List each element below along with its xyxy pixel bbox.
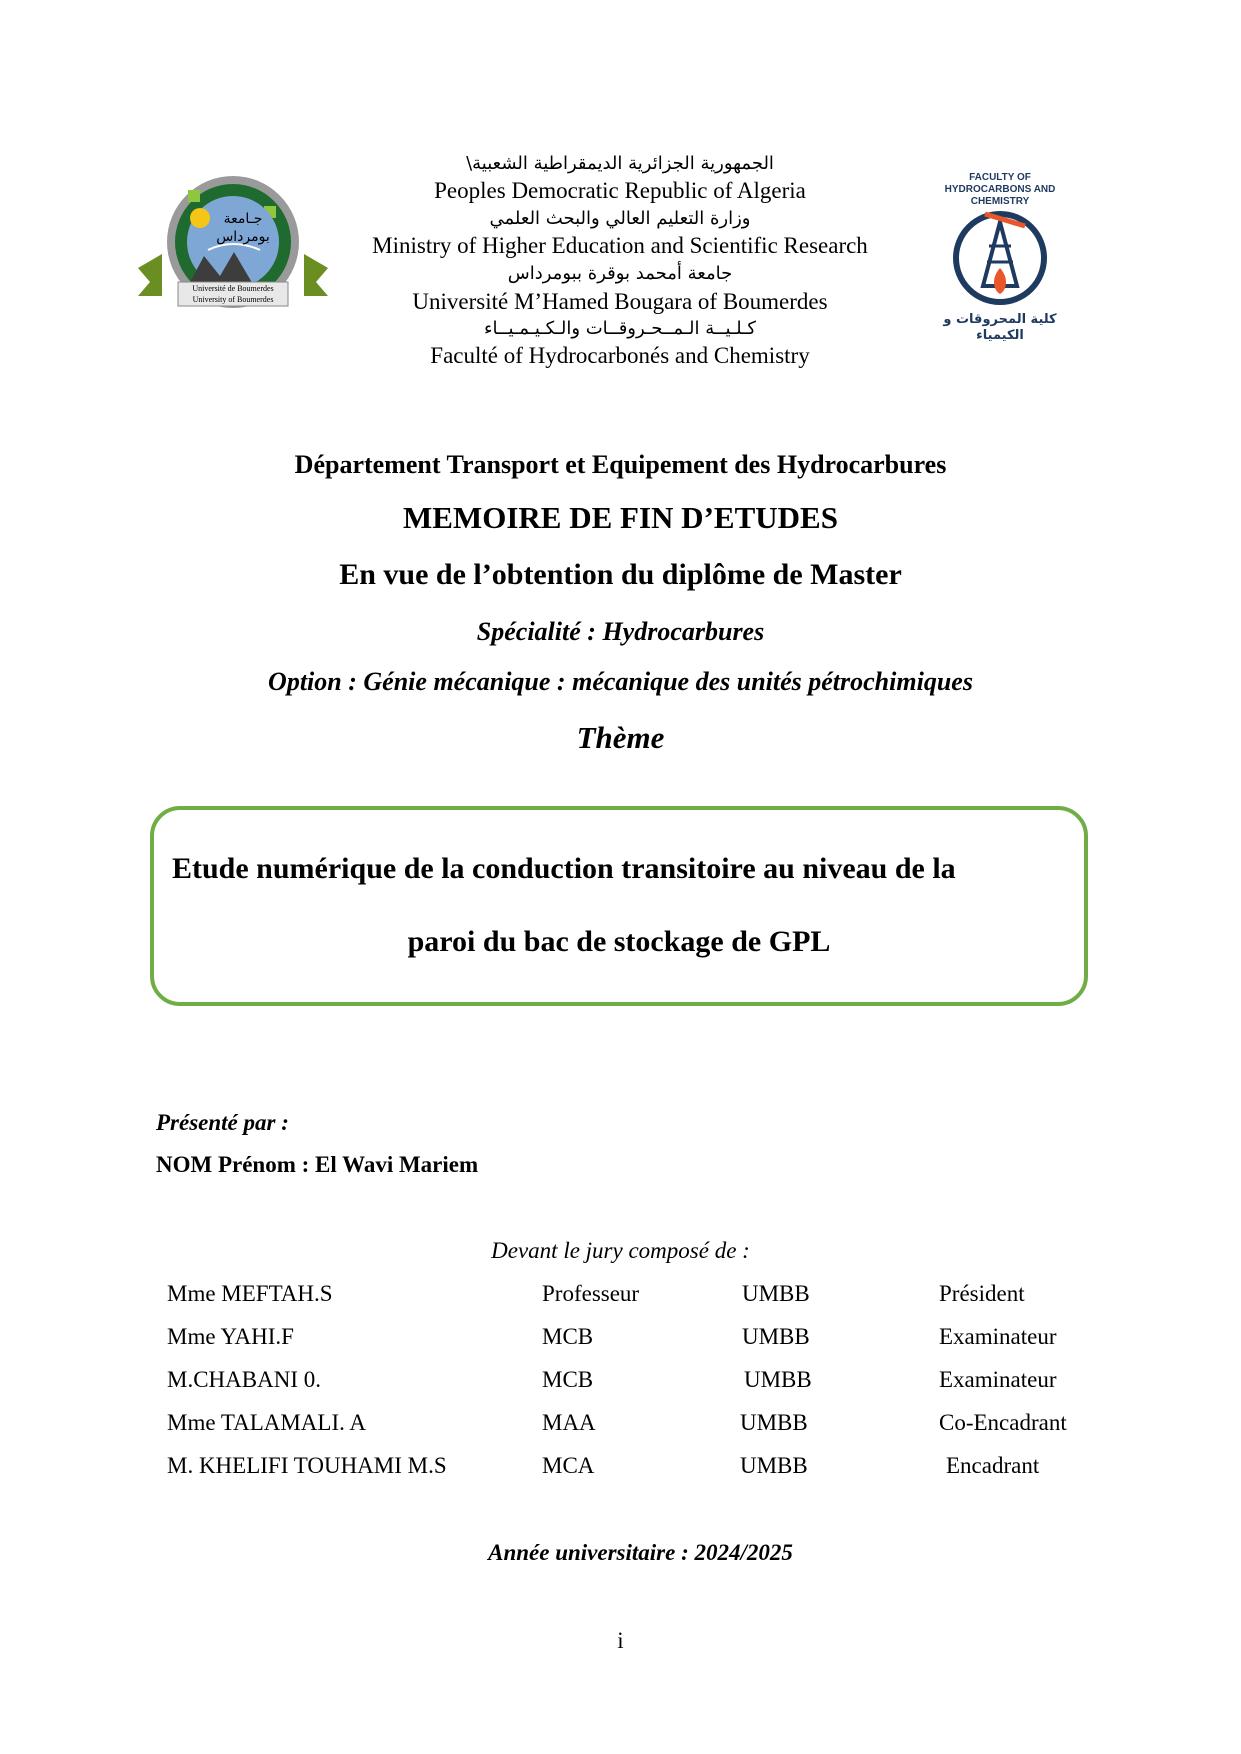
specialite-value: Hydrocarbures [602, 617, 765, 646]
header-republic: Peoples Democratic Republic of Algeria [434, 178, 806, 203]
jury-row [0, 1281, 1241, 1311]
jury-institution: UMBB [744, 1367, 812, 1392]
specialite-label: Spécialité [476, 617, 581, 646]
jury-name: Mme MEFTAH.S [167, 1281, 333, 1306]
jury-grade: MAA [542, 1410, 596, 1435]
faculty-logo-arabic-text: كلية المحروقات و الكيمياء [943, 312, 1057, 343]
jury-role: Président [939, 1281, 1025, 1306]
jury-institution: UMBB [740, 1453, 808, 1478]
jury-grade: MCA [542, 1453, 595, 1478]
jury-name: M.CHABANI 0. [167, 1367, 321, 1392]
header-arabic-ministry: وزارة التعليم العالي والبحث العلمي [489, 208, 751, 229]
jury-role: Examinateur [939, 1324, 1057, 1349]
jury-intro: Devant le jury composé de : [491, 1238, 750, 1263]
jury-row [0, 1367, 1241, 1397]
jury-row [0, 1410, 1241, 1440]
jury-row [0, 1324, 1241, 1354]
header-arabic-faculty: كـلـيــة الـمــحـروقــات والـكـيـمـيــاء [484, 318, 756, 339]
option-line: Option : Génie mécanique : mécanique des unités pétrochimiques [268, 667, 973, 696]
faculty-logo-ring-text: FACULTY OF HYDROCARBONS AND CHEMISTRY [944, 172, 1056, 207]
faculty-logo [915, 170, 1085, 343]
logo-caption-fr: Université de Boumerdes [192, 284, 274, 293]
diploma-title: En vue de l’obtention du diplôme de Master [339, 558, 902, 591]
jury-name: M. KHELIFI TOUHAMI M.S [167, 1453, 447, 1478]
header-arabic-university: جامعة أمحمد بوقرة ببومرداس [507, 263, 733, 284]
header-ministry: Ministry of Higher Education and Scientific Research [372, 233, 868, 258]
student-name: NOM Prénom : El Wavi Mariem [156, 1152, 479, 1177]
jury-institution: UMBB [742, 1281, 810, 1306]
thesis-title-line2: paroi du bac de stockage de GPL [407, 925, 831, 958]
page-number: i [617, 1628, 624, 1653]
jury-role: Examinateur [939, 1367, 1057, 1392]
specialite-line: Spécialité : Hydrocarbures [476, 617, 765, 646]
memoire-title: MEMOIRE DE FIN D’ETUDES [403, 500, 838, 535]
option-label: Option [268, 667, 342, 696]
theme-label: Thème [576, 720, 665, 755]
logo-caption-en: University of Boumerdes [192, 295, 274, 304]
jury-institution: UMBB [742, 1324, 810, 1349]
jury-grade: MCB [542, 1324, 594, 1349]
presented-by-label: Présenté par : [156, 1110, 289, 1135]
academic-year: Année universitaire : 2024/2025 [488, 1540, 793, 1565]
jury-row [0, 1453, 1241, 1483]
header-university: Université M’Hamed Bougara of Boumerdes [412, 289, 828, 314]
logo-arabic-text: جـامعة بومرداس [216, 211, 270, 245]
jury-institution: UMBB [740, 1410, 808, 1435]
header-faculty: Faculté of Hydrocarbonés and Chemistry [430, 343, 810, 368]
header-arabic-republic: الجمهورية الجزائرية الديمقراطية الشعبية\ [466, 153, 774, 174]
university-logo [138, 176, 328, 316]
jury-grade: MCB [542, 1367, 594, 1392]
jury-name: Mme TALAMALI. A [167, 1410, 366, 1435]
jury-grade: Professeur [542, 1281, 640, 1306]
jury-role: Co-Encadrant [939, 1410, 1067, 1435]
jury-name: Mme YAHI.F [167, 1324, 294, 1349]
thesis-title-box [150, 806, 1088, 1006]
option-value: Génie mécanique : mécanique des unités pétrochimiques [363, 667, 973, 696]
department-title: Département Transport et Equipement des Hydrocarbures [294, 450, 947, 479]
thesis-title-line1: Etude numérique de la conduction transitoire au niveau de la [172, 852, 956, 885]
jury-role: Encadrant [946, 1453, 1040, 1478]
